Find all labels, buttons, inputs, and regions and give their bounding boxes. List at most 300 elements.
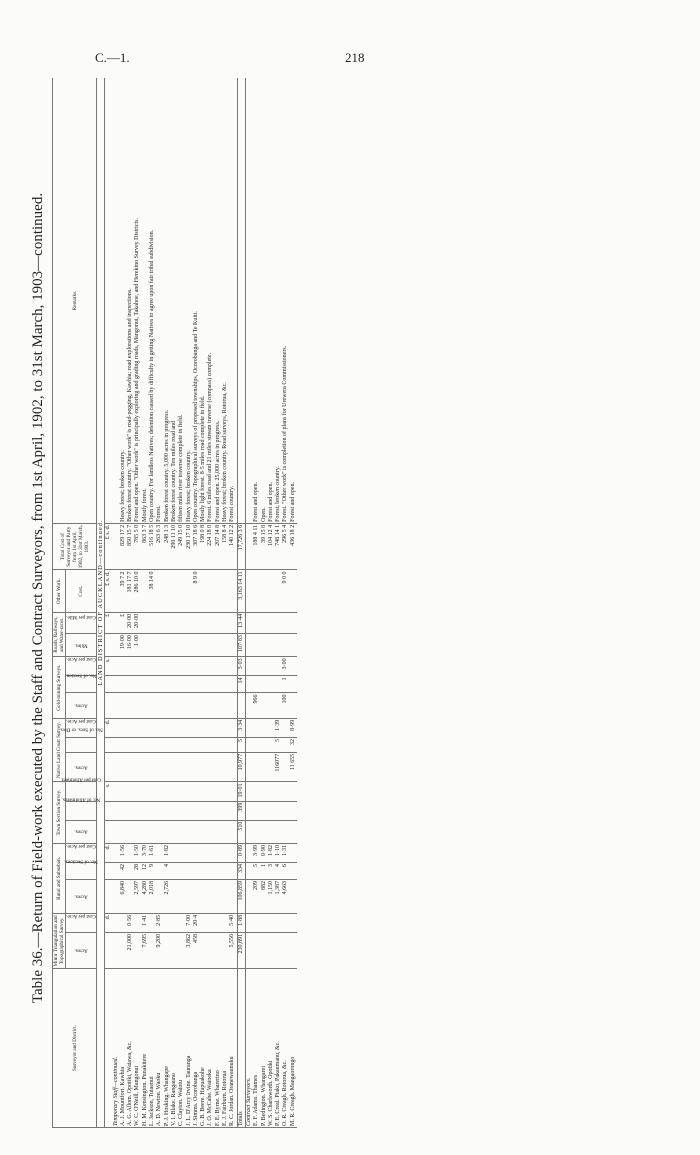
cell-nat-acres [282, 752, 289, 782]
cell-min-cost: 1·41 [142, 913, 149, 932]
totals-row [237, 78, 245, 1128]
cell-cost [245, 570, 253, 612]
cell-town-allot [215, 801, 222, 820]
cell-min-acres [290, 932, 297, 968]
cell-cost [178, 570, 185, 612]
subheader-no-secs-divs: No. of Secs. or Divs. [66, 737, 97, 752]
cell-town-acres [215, 820, 222, 843]
cell-rural-cost: 1·56 [120, 843, 127, 862]
cell-total: 863 3 7 [142, 523, 149, 570]
units-blank [105, 634, 113, 657]
cell-town-cost [215, 782, 222, 801]
cell-gold-cost [178, 657, 185, 676]
cell-remarks [237, 78, 245, 523]
cell-gold-acres [229, 693, 237, 718]
cell-total: 188 4 11 [253, 523, 260, 570]
cell-min-cost [171, 913, 178, 932]
subheader-cost-acre: Cost per Acre. [66, 843, 97, 862]
cell-miles: 19·00 [120, 634, 127, 657]
cell-nat-cost [186, 718, 193, 737]
cell-remarks: Mostly light forest. 8·5 miles road complete in field. [200, 78, 207, 523]
cell-town-cost [134, 782, 141, 801]
cell-cmile: 20·00 [134, 612, 141, 633]
cell-miles [229, 634, 237, 657]
cell-cost: 181 17 7 [127, 570, 134, 612]
table-row [142, 78, 149, 1128]
cell-nat-sec [164, 737, 171, 752]
table-row [261, 78, 268, 1128]
surveyor-district-cell: O. R. Creagh. Rotorua, &c. [282, 969, 289, 1128]
cell-rural-cost [178, 843, 185, 862]
cell-cmile [171, 612, 178, 633]
cell-rural-cost [222, 843, 229, 862]
cell-remarks: Open country. For landless Natives; detention caused by difficulty in getting Natives to agree upon fair tribal subdivision. [149, 78, 156, 523]
cell-gold-sec [134, 676, 141, 693]
table-row [134, 78, 141, 1128]
cell-rural-cost [127, 843, 134, 862]
cell-cost [200, 570, 207, 612]
cell-rural-cost [200, 843, 207, 862]
cell-nat-cost [215, 718, 222, 737]
cell-town-acres [261, 820, 268, 843]
cell-miles [290, 634, 297, 657]
cell-gold-sec [178, 676, 185, 693]
cell-nat-sec: 32 [290, 737, 297, 752]
cell-total: 104 12 4 [268, 523, 275, 570]
cell-min-acres [222, 932, 229, 968]
cell-gold-acres [261, 693, 268, 718]
cell-total: 39 15 8 [261, 523, 268, 570]
cell-gold-cost [164, 657, 171, 676]
cell-rural-cost [171, 843, 178, 862]
cell-remarks: Forest and open. [253, 78, 260, 523]
cell-gold-sec [261, 676, 268, 693]
subheader-cost-acre: Cost per Acre. [66, 913, 97, 932]
cell-cost [164, 570, 171, 612]
cell-gold-sec [127, 676, 134, 693]
cell-total: 829 17 2 [120, 523, 127, 570]
cell-remarks [245, 78, 253, 523]
cell-total: 249 15 0 [178, 523, 185, 570]
cell-rural-sec [171, 863, 178, 880]
cell-remarks: Forest and open. 25,000 acres in progress. [215, 78, 222, 523]
surveyor-district-cell: L. Jackson, Tutaenui [149, 969, 156, 1128]
cell-gold-cost [142, 657, 149, 676]
cell-rural-acres: 209 [253, 879, 260, 913]
surveyor-district-cell: F. E. Byrne. Wharerino [215, 969, 222, 1128]
cell-cmile [215, 612, 222, 633]
cell-town-cost: 19·01 [237, 782, 245, 801]
subheader-no-section: No. of Section. [66, 676, 97, 693]
cell-nat-sec [127, 737, 134, 752]
units-blank [105, 863, 113, 880]
surveyor-district-cell: J. O. McCabe. Waioeka [207, 969, 214, 1128]
cell-rural-acres [193, 879, 200, 913]
cell-cost [261, 570, 268, 612]
cell-miles [207, 634, 214, 657]
cell-gold-cost [222, 657, 229, 676]
cell-remarks: Forest. [156, 78, 163, 523]
cell-min-acres [120, 932, 127, 968]
cell-cost: 39 7 2 [120, 570, 127, 612]
cell-cmile: 13·44 [237, 612, 245, 633]
rotated-table-block [30, 68, 670, 1128]
cell-nat-cost [120, 718, 127, 737]
cell-gold-sec [149, 676, 156, 693]
cell-remarks: Heavy forest; broken country. Road surveys, Rotorua, &c. [222, 78, 229, 523]
cell-gold-acres [120, 693, 127, 718]
unit-d: d. [105, 843, 113, 862]
cell-town-acres [275, 820, 282, 843]
surveyor-district-cell: Totals [237, 969, 245, 1128]
cell-total: 207 14 8 [215, 523, 222, 570]
cell-town-allot [222, 801, 229, 820]
cell-rural-acres [113, 879, 120, 913]
cell-min-acres: 458 [193, 932, 200, 968]
cell-gold-cost [253, 657, 260, 676]
cell-town-allot [268, 801, 275, 820]
cell-town-acres [290, 820, 297, 843]
cell-cmile [142, 612, 149, 633]
cell-min-cost [222, 913, 229, 932]
cell-town-acres [113, 820, 120, 843]
table-row [222, 78, 229, 1128]
cell-town-acres [207, 820, 214, 843]
cell-gold-sec [207, 676, 214, 693]
cell-rural-acres [229, 879, 237, 913]
cell-min-acres [171, 932, 178, 968]
cell-remarks: Broken forest country. 5,000 acres in progress. [164, 78, 171, 523]
cell-nat-sec [222, 737, 229, 752]
table-row [127, 78, 134, 1128]
cell-cost [268, 570, 275, 612]
cell-nat-acres [164, 752, 171, 782]
cell-cost: 286 10 0 [134, 570, 141, 612]
cell-cmile: 20·00 [127, 612, 134, 633]
cell-cost [290, 570, 297, 612]
cell-nat-cost [253, 718, 260, 737]
cell-nat-sec [229, 737, 237, 752]
cell-rural-cost [207, 843, 214, 862]
cell-nat-sec [186, 737, 193, 752]
cell-min-acres [178, 932, 185, 968]
cell-gold-sec [245, 676, 253, 693]
cell-town-allot [127, 801, 134, 820]
table-title: Table 36.—Return of Field-work executed by the Staff and Contract Surveyors, from 1st April, 1902, to 31st March, 1903—continued. [30, 192, 46, 1004]
cell-nat-acres [193, 752, 200, 782]
cell-total: 140 12 2 [229, 523, 237, 570]
cell-gold-cost [134, 657, 141, 676]
cell-total: 436 18 2 [290, 523, 297, 570]
cell-min-acres [134, 932, 141, 968]
cell-remarks: Heavy forest; broken country. [186, 78, 193, 523]
units-blank [105, 879, 113, 913]
cell-rural-cost: 1·31 [282, 843, 289, 862]
cell-gold-cost [113, 657, 120, 676]
cell-town-allot [178, 801, 185, 820]
cell-gold-acres [268, 693, 275, 718]
cell-min-cost [207, 913, 214, 932]
cell-gold-sec: 14 [237, 676, 245, 693]
page-reference: C.—1. [95, 50, 130, 65]
cell-town-cost [261, 782, 268, 801]
cell-cmile [164, 612, 171, 633]
cell-town-cost [245, 782, 253, 801]
header-town: Town Section Survey. [53, 782, 66, 843]
cell-gold-acres [200, 693, 207, 718]
cell-nat-acres [229, 752, 237, 782]
cell-rural-sec [200, 863, 207, 880]
cell-rural-acres: 4,663 [282, 879, 289, 913]
cell-nat-acres [178, 752, 185, 782]
header-native: Native Land Court Survey. [53, 718, 66, 782]
cell-min-acres [164, 932, 171, 968]
cell-cost [207, 570, 214, 612]
cell-town-allot [193, 801, 200, 820]
cell-town-cost [207, 782, 214, 801]
cell-town-acres [222, 820, 229, 843]
cell-town-allot [245, 801, 253, 820]
cell-gold-sec [268, 676, 275, 693]
cell-miles: 107·83 [237, 634, 245, 657]
cell-gold-sec [193, 676, 200, 693]
cell-nat-acres [253, 752, 260, 782]
cell-min-acres: 3,862 [186, 932, 193, 968]
cell-min-cost [134, 913, 141, 932]
cell-gold-acres [237, 693, 245, 718]
cell-gold-sec [120, 676, 127, 693]
header-roads: Roads, Railways, and Water-races. [53, 612, 66, 657]
cell-rural-sec: 42 [120, 863, 127, 880]
cell-town-acres [229, 820, 237, 843]
cell-gold-cost [171, 657, 178, 676]
surveyor-district-cell: P. J. Hosking. Whangape [164, 969, 171, 1128]
cell-min-cost [268, 913, 275, 932]
cell-miles [200, 634, 207, 657]
cell-town-cost [178, 782, 185, 801]
cell-cost [142, 570, 149, 612]
cell-gold-cost [200, 657, 207, 676]
cell-gold-acres [290, 693, 297, 718]
cell-town-acres [142, 820, 149, 843]
cell-nat-sec [200, 737, 207, 752]
cell-remarks: Mostly forest. [142, 78, 149, 523]
cell-rural-sec [178, 863, 185, 880]
cell-cmile [156, 612, 163, 633]
cell-gold-cost [268, 657, 275, 676]
cell-nat-acres: 116077 [275, 752, 282, 782]
cell-min-cost [178, 913, 185, 932]
cell-gold-cost [275, 657, 282, 676]
cell-nat-acres [268, 752, 275, 782]
cell-rural-acres [207, 879, 214, 913]
cell-town-acres [245, 820, 253, 843]
cell-rural-acres: 882 [261, 879, 268, 913]
cell-rural-cost [229, 843, 237, 862]
cell-nat-cost [222, 718, 229, 737]
table-row [253, 78, 260, 1128]
cell-rural-cost [290, 843, 297, 862]
cell-town-acres [156, 820, 163, 843]
header-minor: Minor Triangulation and Topographical Survey. [53, 913, 66, 968]
cell-nat-cost: 3·34 [237, 718, 245, 737]
cell-town-allot [171, 801, 178, 820]
cell-town-allot [134, 801, 141, 820]
cell-town-allot [113, 801, 120, 820]
cell-gold-acres [207, 693, 214, 718]
cell-gold-cost [149, 657, 156, 676]
cell-nat-sec: 5 [237, 737, 245, 752]
cell-town-cost [268, 782, 275, 801]
cell-rural-cost: 3·70 [142, 843, 149, 862]
cell-nat-sec [193, 737, 200, 752]
cell-miles [193, 634, 200, 657]
cell-gold-acres [113, 693, 120, 718]
subheader-acres: Acres. [66, 752, 97, 782]
cell-cmile [261, 612, 268, 633]
cell-total: 158 8 4 [222, 523, 229, 570]
cell-remarks: Forest; broken country. [275, 78, 282, 523]
cell-rural-cost: 1·82 [268, 843, 275, 862]
cell-min-cost: 1·88 [237, 913, 245, 932]
subheader-cost-acre: Cost per Acre. [66, 718, 97, 737]
cell-rural-cost: 3·99 [253, 843, 260, 862]
cell-town-cost [200, 782, 207, 801]
cell-town-cost [186, 782, 193, 801]
cell-gold-sec [142, 676, 149, 693]
cell-cmile [178, 612, 185, 633]
unit-s: s. [105, 657, 113, 676]
cell-min-cost: 7·00 [186, 913, 193, 932]
cell-remarks: Forest and open. [268, 78, 275, 523]
cell-nat-cost [268, 718, 275, 737]
cell-nat-acres [113, 752, 120, 782]
cell-town-cost [142, 782, 149, 801]
cell-min-acres [261, 932, 268, 968]
cell-total: 748 14 1 [275, 523, 282, 570]
cell-town-acres [164, 820, 171, 843]
cell-rural-sec [215, 863, 222, 880]
cell-gold-cost [156, 657, 163, 676]
cell-cost [113, 570, 120, 612]
surveyor-district-cell: P. Bedington. Whangarei [261, 969, 268, 1128]
cell-remarks: Forest. 6 miles road and 21 miles stream traverse (compass) complete. [207, 78, 214, 523]
cell-town-acres [120, 820, 127, 843]
cell-remarks: fifteen miles river traverse complete in field. [178, 78, 185, 523]
cell-rural-sec: 6 [282, 863, 289, 880]
cell-cost [156, 570, 163, 612]
cell-cost [215, 570, 222, 612]
cell-cost: 9 0 0 [282, 570, 289, 612]
cell-nat-sec [282, 737, 289, 752]
cell-nat-sec [120, 737, 127, 752]
cell-total: 296 5 4 [282, 523, 289, 570]
cell-rural-acres [171, 879, 178, 913]
cell-nat-sec [245, 737, 253, 752]
units-blank [105, 78, 113, 523]
cell-total: 785 5 0 [134, 523, 141, 570]
cell-nat-cost [207, 718, 214, 737]
cell-town-cost [253, 782, 260, 801]
cell-cmile [268, 612, 275, 633]
cell-gold-sec [290, 676, 297, 693]
cell-gold-acres [193, 693, 200, 718]
cell-rural-sec [245, 863, 253, 880]
cell-nat-sec [207, 737, 214, 752]
cell-cmile [193, 612, 200, 633]
cell-gold-acres [149, 693, 156, 718]
surveyor-district-cell: Contract Surveyors. [245, 969, 253, 1128]
cell-gold-acres [164, 693, 171, 718]
cell-min-acres [149, 932, 156, 968]
cell-nat-cost [149, 718, 156, 737]
cell-rural-sec [156, 863, 163, 880]
cell-cost: 38 14 0 [149, 570, 156, 612]
cell-town-cost [290, 782, 297, 801]
units-blank [105, 801, 113, 820]
table-row [164, 78, 171, 1128]
cell-rural-sec: 4 [275, 863, 282, 880]
cell-rural-cost: 0·89 [237, 843, 245, 862]
table-row [275, 78, 282, 1128]
cell-town-cost [193, 782, 200, 801]
cell-gold-cost [229, 657, 237, 676]
cell-nat-sec: 5 [275, 737, 282, 752]
surveyor-district-cell: P. E. Creal. Piako, Pakaumanu, &c. [275, 969, 282, 1128]
units-blank [105, 932, 113, 968]
surveyor-district-cell: G. B. Beere. Hapuakohe [200, 969, 207, 1128]
cell-gold-sec [186, 676, 193, 693]
cell-rural-sec [290, 863, 297, 880]
cell-min-cost [120, 913, 127, 932]
header-total: Total Cost of Surveyor and Party from 1st April, 1902, to 31st March, 1903. [53, 523, 97, 570]
surveyor-district-cell: V. I. Blake. Rangaunu [171, 969, 178, 1128]
cell-min-cost: 20·4 [193, 913, 200, 932]
cell-cmile: £ [120, 612, 127, 633]
cell-gold-sec [253, 676, 260, 693]
cell-rural-sec [127, 863, 134, 880]
cell-town-allot [229, 801, 237, 820]
cell-nat-sec [113, 737, 120, 752]
cell-cmile [282, 612, 289, 633]
cell-town-allot [290, 801, 297, 820]
section-heading-row [245, 78, 253, 1128]
cell-gold-acres [134, 693, 141, 718]
subheader-acres: Acres. [66, 820, 97, 843]
cell-gold-acres [178, 693, 185, 718]
subheader-miles: Miles. [66, 634, 97, 657]
cell-nat-acres [134, 752, 141, 782]
surveyor-district-cell: J. L. D'Arcy Irvine. Tauranga [186, 969, 193, 1128]
surveyor-district-cell: E. J. Fairburn. Rotorua [222, 969, 229, 1128]
cell-cmile [149, 612, 156, 633]
cell-town-allot [186, 801, 193, 820]
cell-rural-sec [222, 863, 229, 880]
cell-min-cost [200, 913, 207, 932]
cell-town-allot: 399 [237, 801, 245, 820]
cell-nat-sec [134, 737, 141, 752]
cell-min-cost: 2·85 [156, 913, 163, 932]
cell-cost [275, 570, 282, 612]
cell-town-allot [261, 801, 268, 820]
cell-nat-cost [164, 718, 171, 737]
cell-town-allot [253, 801, 260, 820]
header-gold: Gold-mining Surveys. [53, 657, 66, 718]
cell-total: 263 6 3 [156, 523, 163, 570]
cell-cost: 3,163 14 11 [237, 570, 245, 612]
cell-gold-sec [275, 676, 282, 693]
table-row [282, 78, 289, 1128]
